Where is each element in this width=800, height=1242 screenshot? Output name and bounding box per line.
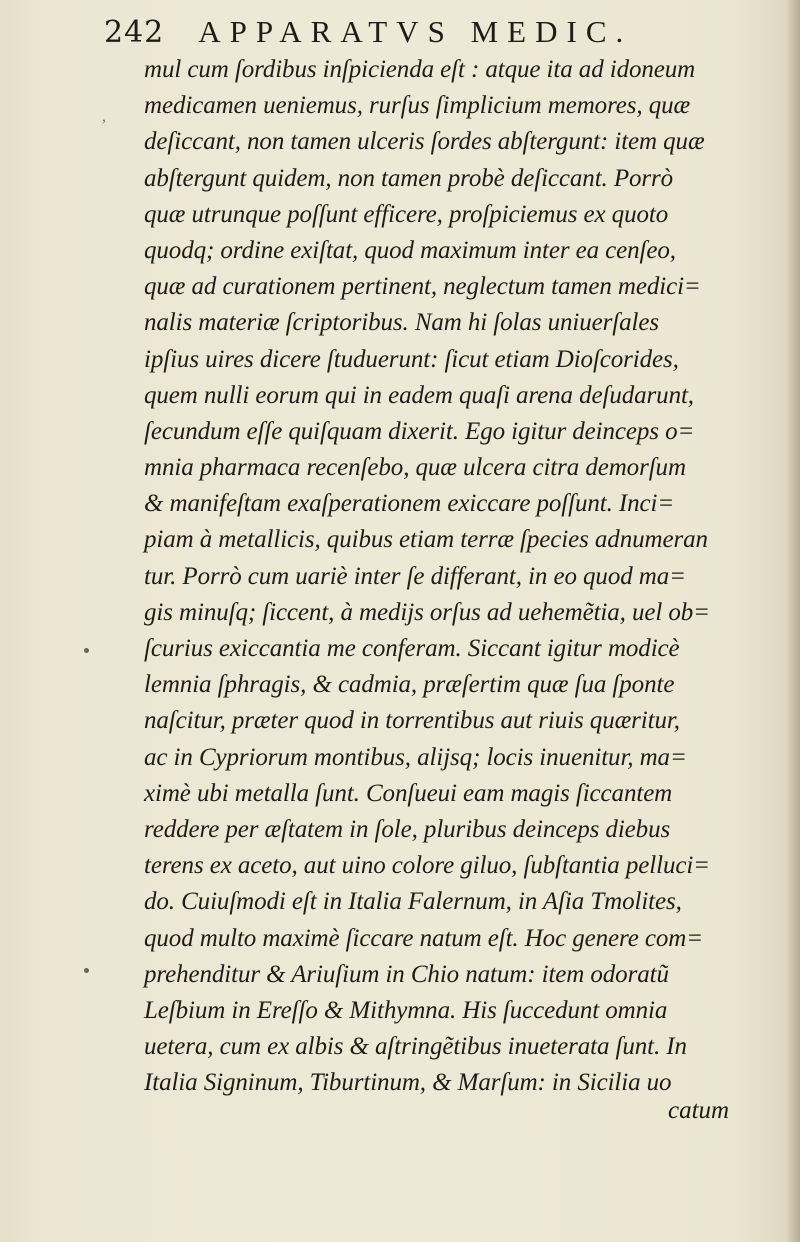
text-line: do. Cuiuſmodi eſt in Italia Falernum, in Aſia Tmolites, [144,888,682,916]
text-line: mnia pharmaca recenſebo, quæ ulcera citra demorſum [144,454,686,482]
text-line: naſcitur, præter quod in torrentibus aut riuis quæritur, [144,707,680,735]
text-line: tur. Porrò cum uariè inter ſe differant, in eo quod ma= [144,562,686,590]
text-line: prehenditur & Ariuſium in Chio natum: item odoratũ [144,960,669,988]
text-line: Italia Signinum, Tiburtinum, & Marſum: in Sicilia uo [144,1069,672,1097]
text-line: & manifeſtam exaſperationem exiccare poſſunt. Inci= [144,490,675,518]
catchword: catum [668,1097,730,1124]
text-line: quod multo maximè ſiccare natum eſt. Hoc genere com= [144,924,703,952]
text-line: terens ex aceto, aut uino colore giluo, ſubſtantia pelluci= [144,852,710,880]
margin-tick-mark: , [102,108,106,125]
text-line: reddere per æſtatem in ſole, pluribus deinceps diebus [144,815,671,843]
margin-stray-dot [84,648,89,653]
body-text [144,52,744,1101]
text-line: quem nulli eorum qui in eadem quaſi arena deſudarunt, [144,381,694,409]
text-line: nalis materiæ ſcriptoribus. Nam hi ſolas uniuerſales [144,309,659,337]
text-line: ſcurius exiccantia me conferam. Siccant igitur modicè [144,635,680,662]
text-line: piam à metallicis, quibus etiam terræ ſpecies adnumeran [144,526,708,554]
margin-stray-dot [84,968,89,973]
text-line: abſtergunt quidem, non tamen probè deſiccant. Porrò [144,164,674,192]
running-head: APPARATVS MEDIC. [198,14,633,49]
text-line: medicamen ueniemus, rurſus ſimplicium memores, quæ [144,92,691,120]
text-line: ſecundum eſſe quiſquam dixerit. Ego igitur deinceps o= [144,417,695,445]
page-edge-shadow [786,0,800,1242]
text-line: uetera, cum ex albis & aſtringẽtibus inueterata ſunt. In [144,1033,687,1061]
text-line: lemnia ſphragis, & cadmia, præſertim quæ ſua ſponte [144,671,675,699]
text-line: deſiccant, non tamen ulceris ſordes abſtergunt: item quæ [144,128,705,156]
text-line: ximè ubi metalla ſunt. Conſueui eam magis ſiccantem [144,779,673,807]
text-line: quæ utrunque poſſunt efficere, proſpiciemus ex quoto [144,200,669,228]
text-line: ac in Cypriorum montibus, alijsq; locis inuenitur, ma= [144,743,687,771]
text-line: mul cum ſordibus inſpicienda eſt : atque ita ad idoneum [144,56,696,83]
text-line: gis minuſq; ſiccent, à medijs orſus ad uehemẽtia, uel ob= [144,598,710,626]
text-line: quæ ad curationem pertinent, neglectum tamen medici= [144,273,701,301]
text-line: ipſius uires dicere ſtuduerunt: ſicut etiam Dioſcorides, [144,345,679,373]
text-line: Leſbium in Ereſſo & Mithymna. His ſuccedunt omnia [144,996,668,1024]
page-number: 242 [104,15,165,50]
text-line: quodq; ordine exiſtat, quod maximum inter ea cenſeo, [144,236,676,264]
